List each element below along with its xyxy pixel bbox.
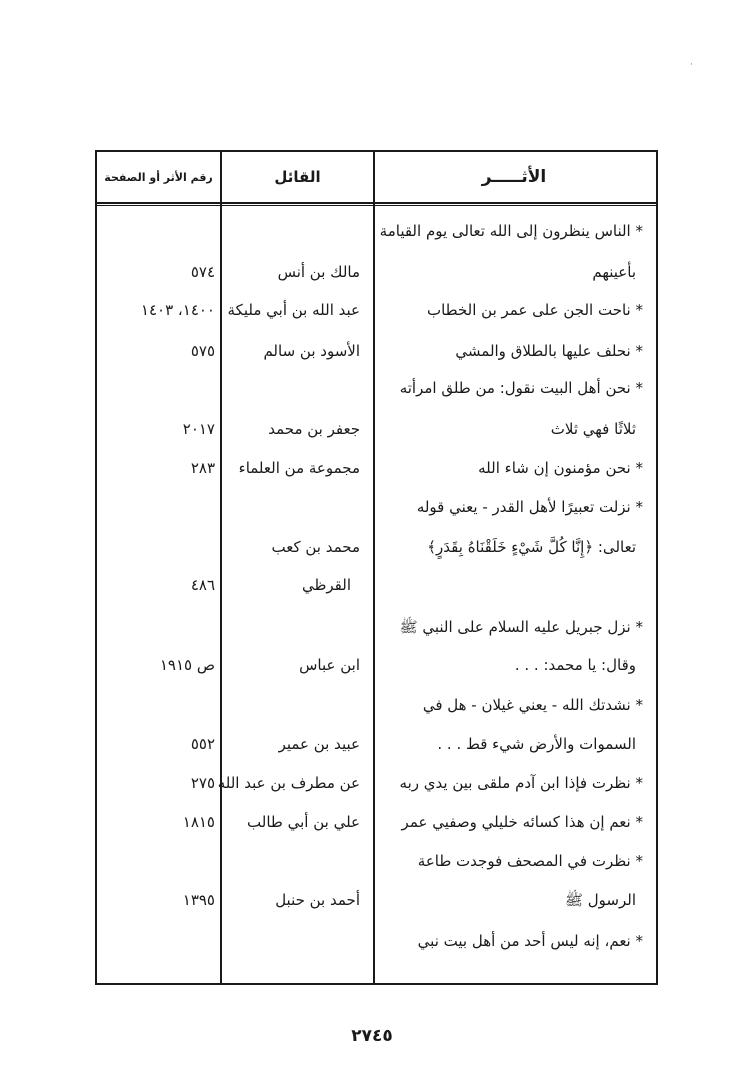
corner-mark: · [690,60,693,70]
qail-name: عبد الله بن أبي مليكة [227,301,360,319]
ref-number: ٥٧٥ [190,342,215,360]
column-divider-ref [220,152,222,983]
athar-text: تعالى: ﴿إِنَّا كُلَّ شَيْءٍ خَلَقْنَاهُ بِقَدَرٍ﴾ [427,538,636,556]
athar-text: ثلاثًا فهي ثلاث [550,420,636,438]
page-number: ٢٧٤٥ [351,1026,393,1046]
ref-number: ٤٨٦ [190,576,215,594]
qail-name: مالك بن أنس [277,263,360,281]
header-qail: القائل [274,168,321,186]
athar-text: * نشدتك الله - يعني غيلان - هل في [422,696,643,714]
ref-number: ص ١٩١٥ [159,656,215,674]
ref-number: ١٨١٥ [182,813,215,831]
ref-number: ٥٥٢ [190,735,215,753]
athar-text: * نعم، إنه ليس أحد من أهل بيت نبي [417,932,643,950]
athar-text: * نظرت فإذا ابن آدم ملقى بين يدي ربه [399,774,643,792]
athar-text: * نزلت تعبيرًا لأهل القدر - يعني قوله [416,498,643,516]
index-table [95,150,658,985]
athar-text: * نعم إن هذا كسائه خليلي وصفيي عمر [401,813,643,831]
athar-text: بأعينهم [592,263,636,281]
athar-text: * نحن مؤمنون إن شاء الله [478,459,643,477]
athar-text: السموات والأرض شيء قط . . . [437,735,636,753]
qail-name: علي بن أبي طالب [247,813,360,831]
athar-text: * نحن أهل البيت نقول: من طلق امرأته [399,379,643,397]
ref-number: ٢٧٥ [190,774,215,792]
athar-text: * نظرت في المصحف فوجدت طاعة [417,852,643,870]
athar-text: * ناحت الجن على عمر بن الخطاب [426,301,643,319]
qail-name: عبيد بن عمير [278,735,360,753]
athar-text: وقال: يا محمد: . . . [514,656,636,674]
qail-name: ابن عباس [299,656,360,674]
ref-number: ١٣٩٥ [182,891,215,909]
qail-name: مجموعة من العلماء [238,459,360,477]
qail-name: عن مطرف بن عبد الله [217,774,360,792]
athar-text: الرسول ﷺ [564,891,636,909]
header-athar: الأثـــــر [481,167,547,187]
qail-name: القرظي [301,576,351,594]
ref-number: ١٤٠٠، ١٤٠٣ [140,301,215,319]
qail-name: أحمد بن حنبل [275,891,360,909]
header-ref: رقم الأثر أو الصفحة [104,170,213,184]
ref-number: ٢٠١٧ [182,420,215,438]
ref-number: ٢٨٣ [190,459,215,477]
athar-text: * الناس ينظرون إلى الله تعالى يوم القيامة [379,222,643,240]
qail-name: الأسود بن سالم [263,342,360,360]
header-rule-thin [97,205,656,206]
athar-text: * نزل جبريل عليه السلام على النبي ﷺ [399,618,643,636]
header-rule [97,202,656,204]
qail-name: جعفر بن محمد [268,420,360,438]
ref-number: ٥٧٤ [190,263,215,281]
column-divider-qail [373,152,375,983]
athar-text: * نحلف عليها بالطلاق والمشي [455,342,643,360]
qail-name: محمد بن كعب [271,538,360,556]
